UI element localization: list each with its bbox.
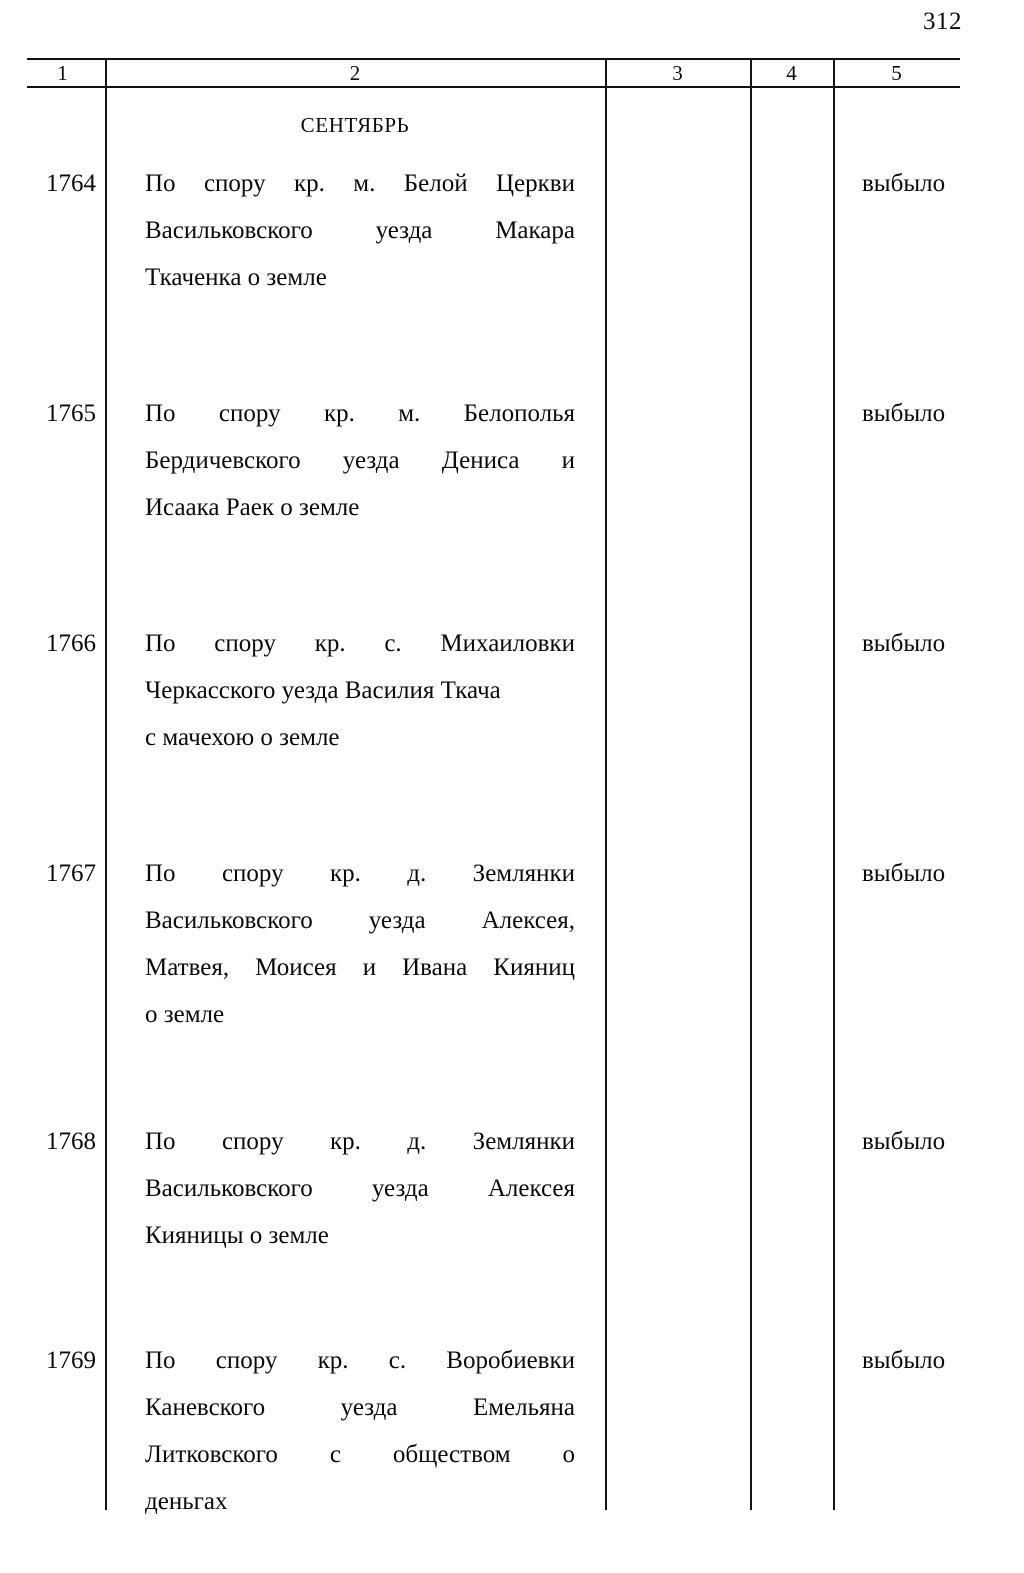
- column-header-3: 3: [672, 61, 683, 85]
- case-number: 1767: [46, 860, 96, 887]
- status-value: выбыло: [862, 630, 946, 657]
- column-divider-1-body: [105, 86, 107, 1510]
- case-description-line: По спору кр. с. Воробиевки: [145, 1347, 575, 1374]
- status-value: выбыло: [862, 170, 946, 197]
- case-description-line: деньгах: [145, 1488, 228, 1515]
- case-description-line: Литковского с обществом о: [145, 1441, 575, 1468]
- case-description: [145, 1337, 575, 1525]
- column-divider-4-body: [833, 86, 835, 1510]
- case-number: 1769: [46, 1347, 96, 1374]
- case-description-line: По спору кр. м. Белой Церкви: [145, 170, 575, 197]
- case-description-line: Матвея, Моисея и Ивана Кияниц: [145, 954, 575, 981]
- case-number: 1768: [46, 1128, 96, 1155]
- case-description-line: Ткаченка о земле: [145, 264, 327, 291]
- case-description-line: Бердичевского уезда Дениса и: [145, 447, 575, 474]
- case-description-line: Васильковского уезда Макара: [145, 217, 575, 244]
- case-description-line: Васильковского уезда Алексея,: [145, 907, 575, 934]
- table-header-rule: [27, 86, 960, 88]
- case-description-line: Исаака Раек о земле: [145, 494, 360, 521]
- case-description-line: Васильковского уезда Алексея: [145, 1175, 575, 1202]
- case-description-line: По спору кр. с. Михаиловки: [145, 630, 575, 657]
- column-header-2: 2: [349, 61, 361, 85]
- month-caption: СЕНТЯБРЬ: [300, 113, 410, 137]
- case-description: [145, 850, 575, 1038]
- case-description: [145, 390, 575, 531]
- case-number: 1765: [46, 400, 96, 427]
- status-value: выбыло: [862, 400, 946, 427]
- status-value: выбыло: [862, 1347, 946, 1374]
- case-description: [145, 620, 575, 761]
- case-description-line: По спору кр. д. Землянки: [145, 1128, 575, 1155]
- case-description-line: о земле: [145, 1001, 225, 1028]
- case-description-line: Каневского уезда Емельяна: [145, 1394, 575, 1421]
- case-number: 1766: [46, 630, 96, 657]
- column-divider-2-body: [605, 86, 607, 1510]
- case-description-line: По спору кр. м. Белополья: [145, 400, 575, 427]
- case-description: [145, 1118, 575, 1259]
- column-header-5: 5: [891, 61, 902, 85]
- case-description-line: По спору кр. д. Землянки: [145, 860, 575, 887]
- status-value: выбыло: [862, 860, 946, 887]
- case-description: [145, 160, 575, 301]
- case-description-line: Кияницы о земле: [145, 1222, 329, 1249]
- column-header-4: 4: [786, 61, 797, 85]
- status-value: выбыло: [862, 1128, 946, 1155]
- case-description-line: Черкасского уезда Василия Ткача: [145, 677, 501, 704]
- case-number: 1764: [46, 170, 96, 197]
- column-header-1: 1: [57, 61, 68, 85]
- page-number: 312: [923, 8, 962, 35]
- case-description-line: с мачехою о земле: [145, 724, 340, 751]
- column-divider-3-body: [750, 86, 752, 1510]
